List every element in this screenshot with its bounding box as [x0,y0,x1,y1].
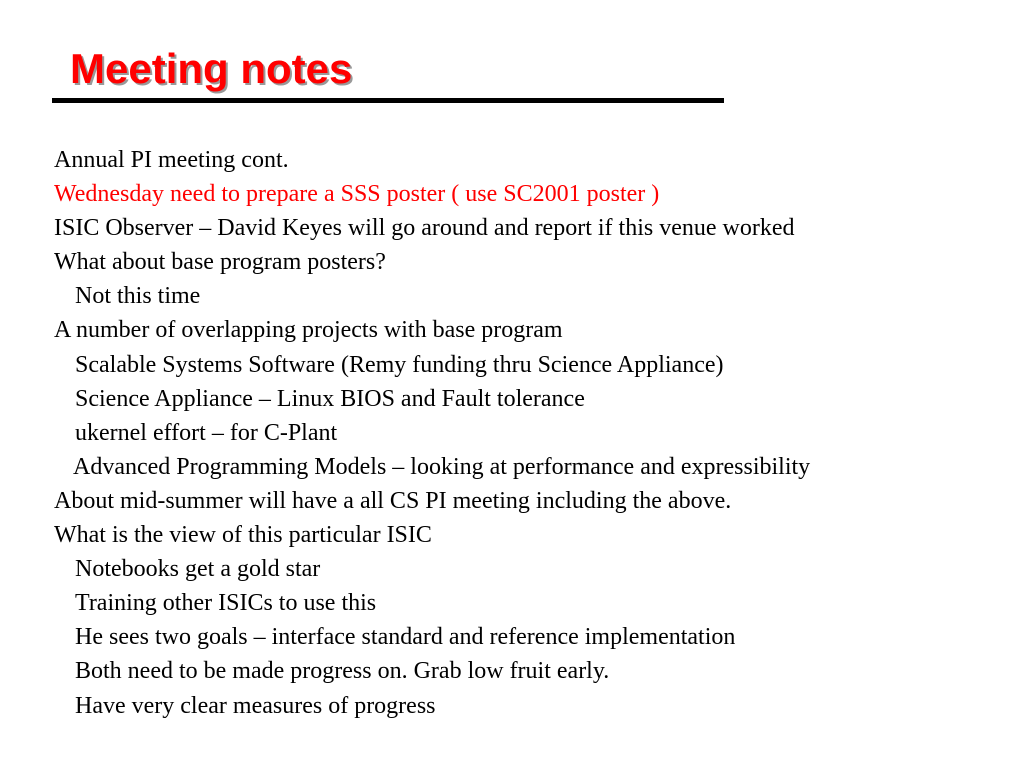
note-line: Annual PI meeting cont. [54,147,289,173]
note-subline: Advanced Programming Models – looking at performance and expressibility [73,453,811,480]
note-line: What is the view of this particular ISIC [54,522,432,549]
note-line: About mid-summer will have a all CS PI meeting including the above. [54,487,732,514]
note-subline: Not this time [75,283,201,310]
note-subline: Notebooks get a gold star [75,556,321,583]
note-subline: ukernel effort – for C-Plant [75,419,338,446]
note-line: ISIC Observer – David Keyes will go around and report if this venue worked [54,215,795,242]
notes-list [54,143,810,723]
note-subline: Science Appliance – Linux BIOS and Fault tolerance [75,385,585,412]
note-subline: Both need to be made progress on. Grab low fruit early. [75,658,610,685]
slide-title: Meeting notes [70,45,353,92]
note-line-highlighted: Wednesday need to prepare a SSS poster ( use SC2001 poster ) [54,181,660,208]
note-line: What about base program posters? [54,249,386,276]
note-subline: Training other ISICs to use this [75,590,377,617]
note-subline: Have very clear measures of progress [75,692,436,719]
note-line: A number of overlapping projects with base program [54,317,563,344]
title-underline [52,98,724,103]
note-subline: He sees two goals – interface standard and reference implementation [75,624,736,651]
note-subline: Scalable Systems Software (Remy funding thru Science Appliance) [75,351,724,378]
